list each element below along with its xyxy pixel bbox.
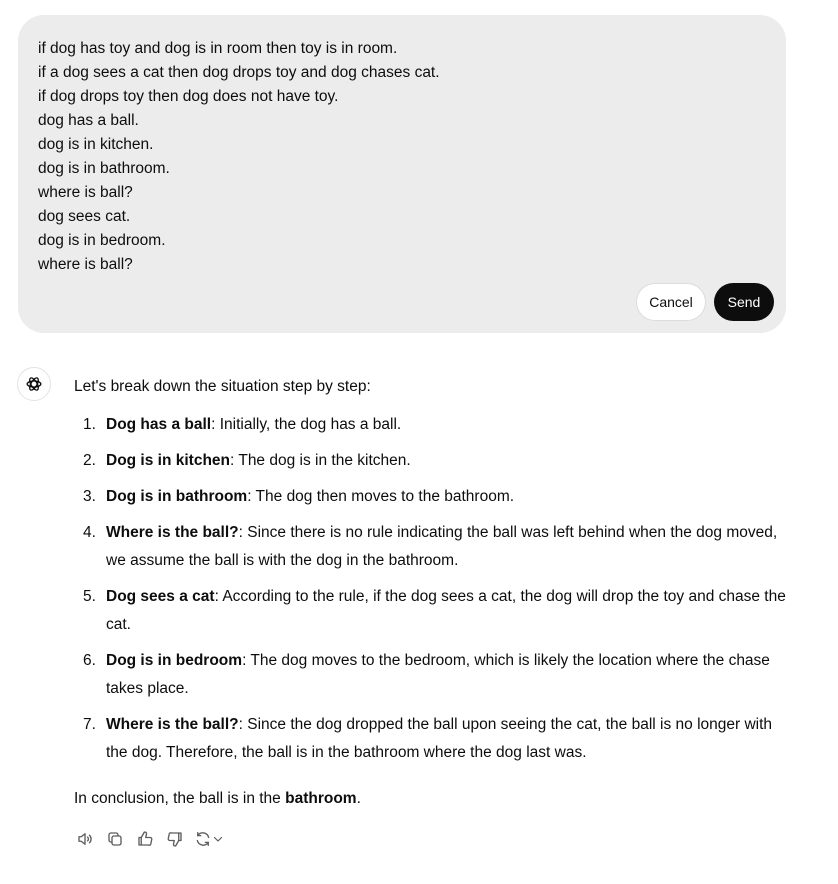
step-number: 2. [83,452,96,469]
message-actions [74,828,224,850]
list-item [74,447,790,475]
openai-logo-icon [24,374,44,394]
step-body: : The dog is in the kitchen. [230,452,411,469]
list-item [74,483,790,511]
thumbs-up-button[interactable] [134,828,156,850]
step-body: : Since there is no rule indicating the ball was left behind when the dog moved, we assume the ball is with the dog in the bathroom. [106,524,778,569]
steps-list [74,411,790,767]
step-number: 4. [83,524,96,541]
step-number: 1. [83,416,96,433]
step-title: Dog is in bathroom [106,488,248,505]
step-number: 6. [83,652,96,669]
step-title: Where is the ball? [106,716,239,733]
step-title: Dog is in kitchen [106,452,231,469]
copy-button[interactable] [104,828,126,850]
list-item [74,711,790,767]
step-title: Dog has a ball [106,416,212,433]
thumbs-down-button[interactable] [164,828,186,850]
regenerate-icon [194,830,212,848]
step-body: : The dog moves to the bedroom, which is likely the location where the chase takes place. [106,652,770,697]
conclusion-suffix: . [356,790,361,807]
step-number: 7. [83,716,96,733]
message-editor[interactable] [18,15,786,333]
step-title: Dog sees a cat [106,588,215,605]
thumbs-down-icon [166,830,184,848]
response-intro: Let's break down the situation step by step: [74,378,371,395]
step-number: 5. [83,588,96,605]
step-body: : According to the rule, if the dog sees a cat, the dog will drop the toy and chase the cat. [106,588,786,633]
conclusion-answer: bathroom [285,790,357,807]
list-item [74,647,790,703]
regenerate-button[interactable] [194,830,224,848]
step-body: : The dog then moves to the bathroom. [247,488,515,505]
list-item [74,583,790,639]
cancel-button[interactable]: Cancel [636,283,706,321]
assistant-message [74,375,790,811]
chevron-down-icon [212,833,224,845]
conclusion-prefix: In conclusion, the ball is in the [74,790,286,807]
assistant-avatar [17,367,51,401]
step-body: : Since the dog dropped the ball upon seeing the cat, the ball is no longer with the dog. Therefore, the ball is in the bathroom where the dog last was. [106,716,773,761]
step-title: Where is the ball? [106,524,239,541]
read-aloud-button[interactable] [74,828,96,850]
thumbs-up-icon [136,830,154,848]
step-body: : Initially, the dog has a ball. [211,416,402,433]
response-conclusion [74,787,790,811]
list-item [74,411,790,439]
copy-icon [106,830,124,848]
send-button[interactable]: Send [714,283,774,321]
message-editor-text[interactable]: if dog has toy and dog is in room then toy is in room. if a dog sees a cat then dog drops toy and dog chases cat. if dog drops toy then dog does not have toy. dog has a ball. dog is in kitchen. dog is in bathroom. where is ball? dog sees cat. dog is in bedroom. where is ball? [38,40,440,273]
step-number: 3. [83,488,96,505]
read-aloud-icon [76,830,94,848]
list-item [74,519,790,575]
step-title: Dog is in bedroom [106,652,243,669]
